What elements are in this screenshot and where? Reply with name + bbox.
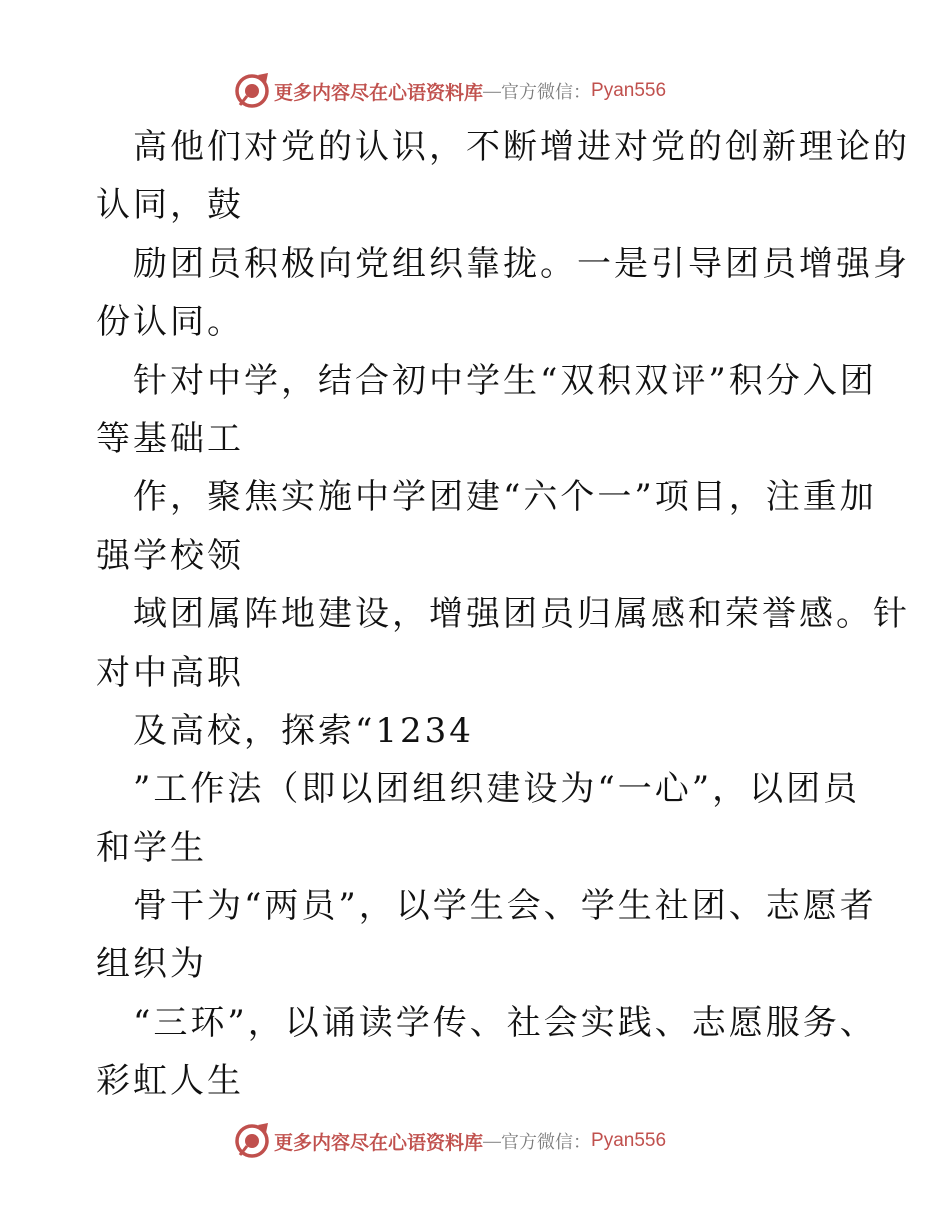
header-watermark [232,71,666,111]
footer-wechat-id: Pyan556 [591,1130,667,1151]
footer-brand-text: 更多内容尽在心语资料库 [274,1131,484,1154]
body-line: 励团员积极向党组织靠拢。一是引导团员增强身 [96,243,910,284]
header-wechat-id: Pyan556 [591,80,667,101]
footer-dash: — [483,1130,502,1151]
body-line: 作，聚焦实施中学团建“六个一”项目，注重加 [96,477,877,518]
footer-watermark [232,1121,666,1161]
body-line: ”工作法（即以团组织建设为“一心”，以团员 [96,769,861,810]
body-line: 针对中学，结合初中学生“双积双评”积分入团 [96,360,877,401]
body-line: 强学校领 [96,535,244,576]
header-official-label: 官方微信： [501,82,592,103]
body-line: 及高校，探索“1234 [96,710,474,751]
header-dash: — [483,80,502,101]
body-line: 骨干为“两员”，以学生会、学生社团、志愿者 [96,886,877,927]
body-line: 彩虹人生 [96,1061,244,1102]
body-line: 高他们对党的认识，不断增进对党的创新理论的 [96,127,910,167]
body-line: 份认同。 [96,302,244,343]
body-line: 域团属阵地建设，增强团员归属感和荣誉感。针 [96,594,910,635]
body-line: 对中高职 [96,652,244,693]
body-line: “三环”，以诵读学传、社会实践、志愿服务、 [96,1002,877,1043]
document-body [96,118,910,1111]
pen-nib-logo-icon [232,1121,272,1161]
footer-official-label: 官方微信： [501,1132,592,1153]
body-line: 认同，鼓 [96,185,244,226]
header-brand-text: 更多内容尽在心语资料库 [274,81,484,104]
body-line: 和学生 [96,827,207,868]
body-line: 等基础工 [96,418,244,459]
pen-nib-logo-icon [232,71,272,111]
body-line: 组织为 [96,944,207,985]
